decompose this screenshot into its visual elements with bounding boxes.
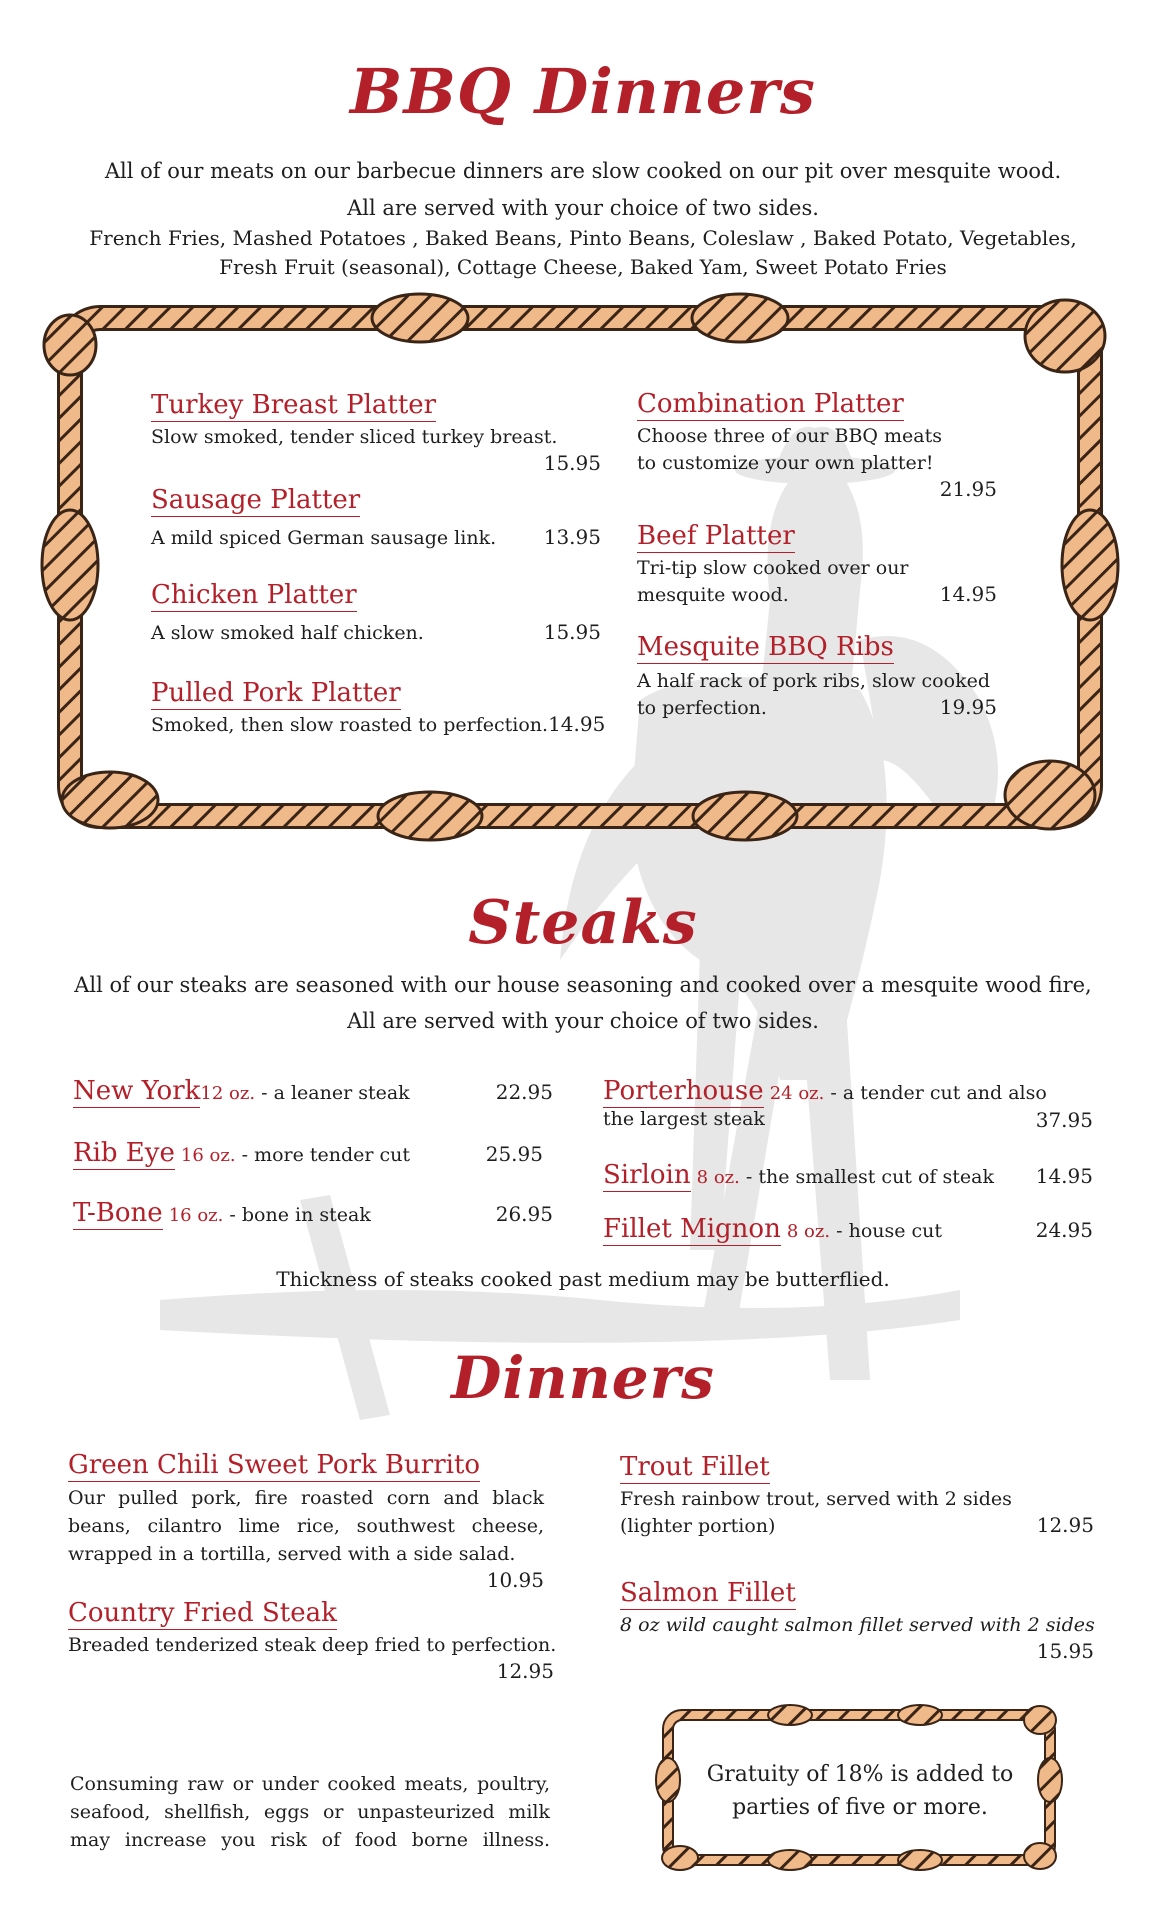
item-price: 13.95 — [543, 525, 601, 549]
item-desc-line-2: beans, cilantro lime rice, southwest cheese, — [68, 1515, 544, 1537]
bbq-intro-line-2: All are served with your choice of two sides. — [347, 196, 819, 220]
item-desc: - a leaner steak — [255, 1082, 410, 1104]
item-price: 14.95 — [548, 712, 606, 736]
item-desc: 8 oz wild caught salmon fillet served with 2 sides — [620, 1614, 1095, 1636]
warning-line-2: seafood, shellfish, eggs or unpasteurized milk — [70, 1801, 550, 1823]
bbq-sides-line-1: French Fries, Mashed Potatoes , Baked Beans, Pinto Beans, Coleslaw , Baked Potato, Vegetables, — [89, 226, 1077, 250]
item-desc: Smoked, then slow roasted to perfection. — [151, 714, 549, 736]
item-desc: Breaded tenderized steak deep fried to perfection. — [68, 1634, 557, 1656]
item-name: Green Chili Sweet Pork Burrito — [68, 1450, 481, 1480]
steaks-intro-line-1: All of our steaks are seasoned with our house seasoning and cooked over a mesquite wood fire, — [74, 973, 1092, 997]
item-name: Combination Platter — [637, 389, 904, 419]
item-name: Pulled Pork Platter — [151, 678, 401, 708]
item-name: Mesquite BBQ Ribs — [637, 632, 894, 662]
dinners-title: Dinners — [451, 1344, 715, 1412]
item-price: 12.95 — [1036, 1513, 1094, 1537]
item-desc: - house cut — [830, 1220, 943, 1242]
item-name: Fillet Mignon — [603, 1214, 781, 1244]
item-name: Turkey Breast Platter — [151, 390, 437, 420]
item-price: 24.95 — [1035, 1218, 1093, 1242]
item-price: 10.95 — [486, 1568, 544, 1592]
item-desc-line-1: Our pulled pork, fire roasted corn and black — [68, 1487, 544, 1509]
item-price: 12.95 — [496, 1659, 554, 1683]
item-desc-line-2: (lighter portion) — [620, 1515, 776, 1537]
item-price: 14.95 — [1035, 1164, 1093, 1188]
gratuity-line-1: Gratuity of 18% is added to — [706, 1762, 1014, 1787]
item-desc: - a tender cut and also — [824, 1082, 1047, 1104]
bbq-sides-line-2: Fresh Fruit (seasonal), Cottage Cheese, Baked Yam, Sweet Potato Fries — [219, 255, 947, 279]
steaks-intro-line-2: All are served with your choice of two sides. — [347, 1009, 819, 1033]
item-desc: - bone in steak — [223, 1204, 371, 1226]
item-desc-line-2: to customize your own platter! — [637, 452, 934, 474]
item-oz: 16 oz. — [168, 1205, 224, 1226]
warning-line-1: Consuming raw or under cooked meats, poultry, — [70, 1773, 550, 1795]
item-desc-line-1: Tri-tip slow cooked over our — [637, 557, 909, 579]
item-name: Beef Platter — [637, 521, 795, 551]
item-name: Salmon Fillet — [620, 1578, 796, 1608]
item-oz: 8 oz. — [786, 1221, 831, 1242]
item-oz: 8 oz. — [696, 1167, 740, 1188]
gratuity-note — [680, 1758, 1040, 1824]
item-desc-line-2: to perfection. — [637, 697, 767, 719]
item-desc: - the smallest cut of steak — [739, 1166, 994, 1188]
item-name: T-Bone — [73, 1198, 163, 1228]
bbq-title: BBQ Dinners — [350, 55, 816, 128]
item-desc: - more tender cut — [235, 1144, 411, 1166]
item-oz: 12 oz. — [200, 1083, 256, 1104]
item-name: Rib Eye — [73, 1138, 175, 1168]
item-desc-line-1: A half rack of pork ribs, slow cooked — [637, 670, 990, 692]
gratuity-line-2: parties of five or more. — [732, 1795, 988, 1820]
steaks-note: Thickness of steaks cooked past medium may be butterflied. — [276, 1267, 890, 1291]
steaks-title: Steaks — [468, 888, 698, 958]
item-name: Sausage Platter — [151, 485, 361, 515]
item-price: 21.95 — [939, 477, 997, 501]
item-desc-line-2: the largest steak — [603, 1108, 765, 1130]
item-price: 19.95 — [939, 695, 997, 719]
item-desc: A slow smoked half chicken. — [151, 622, 424, 644]
item-name: Country Fried Steak — [68, 1598, 337, 1628]
item-desc: Slow smoked, tender sliced turkey breast. — [151, 426, 558, 448]
bbq-intro-line-1: All of our meats on our barbecue dinners are slow cooked on our pit over mesquite wood. — [104, 159, 1062, 183]
item-oz: 16 oz. — [180, 1145, 236, 1166]
item-desc-line-3: wrapped in a tortilla, served with a side salad. — [68, 1543, 516, 1565]
item-price: 14.95 — [939, 582, 997, 606]
item-price: 15.95 — [543, 620, 601, 644]
item-name: New York — [73, 1076, 201, 1106]
warning-line-3: may increase you risk of food borne illness. — [70, 1829, 550, 1851]
item-price: 22.95 — [495, 1080, 553, 1104]
item-price: 37.95 — [1035, 1108, 1093, 1132]
item-name: Chicken Platter — [151, 580, 357, 610]
item-price: 25.95 — [485, 1142, 543, 1166]
item-price: 15.95 — [543, 451, 601, 475]
item-desc-line-2: mesquite wood. — [637, 584, 789, 606]
item-name: Trout Fillet — [620, 1452, 770, 1482]
item-name: Porterhouse — [603, 1076, 764, 1106]
item-desc-line-1: Choose three of our BBQ meats — [637, 425, 942, 447]
item-price: 26.95 — [495, 1202, 553, 1226]
item-desc: A mild spiced German sausage link. — [151, 527, 497, 549]
item-desc-line-1: Fresh rainbow trout, served with 2 sides — [620, 1488, 1012, 1510]
item-oz: 24 oz. — [769, 1083, 825, 1104]
item-price: 15.95 — [1036, 1639, 1094, 1663]
item-name: Sirloin — [603, 1160, 691, 1190]
